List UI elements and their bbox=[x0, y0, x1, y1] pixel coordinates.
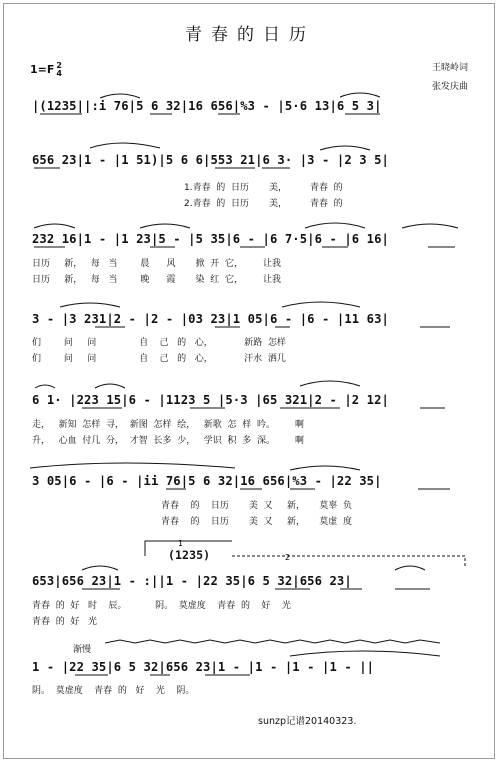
slur bbox=[282, 302, 360, 307]
lyric-row-3-verse-1: 日历 新， 每 当 晨 风 掀 开 它， 让我 bbox=[32, 259, 282, 269]
slur bbox=[35, 385, 55, 388]
slur bbox=[30, 463, 235, 468]
lyric-row-3-verse-2: 日历 新， 每 当 晚 霞 染 红 它， 让我 bbox=[32, 275, 282, 285]
song-title: 青春的日历 bbox=[185, 25, 315, 45]
slur bbox=[340, 93, 380, 97]
lyric-row-6-verse-1: 青春 的 日历 美 又 新， 莫辜 负 bbox=[161, 501, 352, 511]
lyric-row-7-verse-1: 青春 的 好 时 辰。 阴。 莫虚度 青春 的 好 光 bbox=[32, 601, 291, 611]
volta-bracket-2 bbox=[232, 556, 465, 566]
slur bbox=[320, 146, 370, 150]
slur bbox=[290, 651, 440, 656]
lyric-row-2-verse-2: 2.青春 的 日历 美， 青春 的 bbox=[184, 199, 343, 209]
tempo-marking: 渐慢 bbox=[73, 645, 92, 655]
composer-credit: 张发庆曲 bbox=[431, 82, 468, 92]
notation-row-8: 1 - |22 35|6 5 32|656 23|1 - |1 - |1 - |1 - || bbox=[32, 660, 375, 674]
notation-row-3: 232 16|1 - |1 23|5 - |5 35|6 - |6 7·5|6 - |6 16| bbox=[32, 232, 389, 246]
volta-intro-notes: (1235) bbox=[168, 548, 211, 562]
notation-row-2: 656 23|1 - |1 51)|5 6 6|553 21|6 3· |3 - |2 3 5| bbox=[32, 153, 389, 167]
slur bbox=[395, 566, 425, 570]
volta-label-1: 1 bbox=[178, 539, 184, 548]
slur bbox=[60, 303, 120, 307]
lyric-row-5-verse-1: 走， 新知 怎样 寻， 新图 怎样 绘， 新歌 怎 样 吟。 啊 bbox=[32, 420, 304, 430]
slur bbox=[305, 223, 365, 228]
lyric-row-4-verse-1: 们 问 问 自 己 的 心， 新路 怎样 bbox=[32, 338, 286, 348]
time-signature-top: 2 bbox=[56, 61, 62, 70]
lyric-row-8-verse-1: 阴。 莫虚度 青春 的 好 光 阴。 bbox=[32, 686, 195, 696]
slur bbox=[100, 94, 140, 98]
notation-row-6: 3 05|6 - |6 - |ii 76|5 6 32|16 656|%3 - |22 35| bbox=[32, 474, 382, 488]
slur bbox=[95, 384, 125, 388]
slur bbox=[90, 143, 160, 148]
notation-row-4: 3 - |3 231|2 - |2 - |03 23|1 05|6 - |6 - |11 63| bbox=[32, 312, 389, 326]
key-text: 1=F bbox=[30, 63, 55, 76]
lyric-row-6-verse-2: 青春 的 日历 美 又 新， 莫虚 度 bbox=[161, 517, 352, 527]
footer-credit: sunzp记谱20140323. bbox=[258, 716, 357, 727]
lyricist-credit: 王晓岭词 bbox=[431, 63, 468, 73]
notation-row-7: 653|656 23|1 - :||1 - |22 35|6 5 32|656 23| bbox=[32, 574, 352, 588]
slur bbox=[140, 224, 190, 228]
notation-row-1: |(1235||:i 76|5 6 32|16 656|%3 - |5·6 13|6 5 3| bbox=[32, 99, 382, 113]
slur bbox=[300, 381, 360, 386]
tempo-line bbox=[105, 640, 440, 643]
volta-bracket-1 bbox=[145, 541, 232, 556]
volta-label-2: 2 bbox=[285, 553, 291, 562]
lyric-row-7-verse-2: 青春 的 好 光 bbox=[32, 617, 98, 627]
lyric-row-4-verse-2: 们 问 问 自 己 的 心， 汗水 洒几 bbox=[32, 354, 286, 364]
slur bbox=[402, 224, 458, 228]
time-signature-bottom: 4 bbox=[56, 69, 62, 78]
lyric-row-5-verse-2: 升， 心血 付几 分， 才智 长多 少， 学识 积 多 深。 啊 bbox=[32, 436, 304, 446]
slur bbox=[290, 466, 360, 470]
lyric-row-2-verse-1: 1.青春 的 日历 美， 青春 的 bbox=[184, 183, 343, 193]
notation-row-5: 6 1· |223 15|6 - |1123 5 |5·3 |65 321|2 - |2 12| bbox=[32, 393, 389, 407]
slur bbox=[34, 224, 75, 228]
slur bbox=[82, 566, 118, 570]
